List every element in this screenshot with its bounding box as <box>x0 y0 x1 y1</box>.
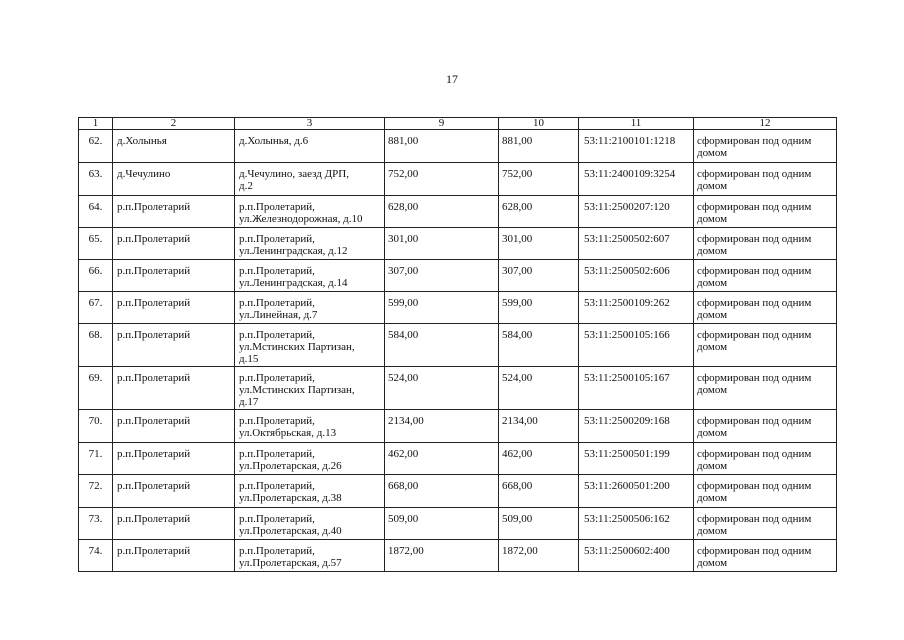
table-row <box>79 367 837 410</box>
cell-line: сформирован под одним <box>697 415 812 427</box>
cadastral-number-cell: 53:11:2500506:162 <box>579 508 694 540</box>
cell-line: домом <box>697 492 728 504</box>
area2-cell: 1872,00 <box>499 540 579 572</box>
row-number-cell: 64. <box>79 196 113 228</box>
address-cell <box>235 475 385 508</box>
cell-line: д.17 <box>239 396 259 408</box>
cell-line: домом <box>697 557 728 569</box>
row-number-cell: 71. <box>79 443 113 475</box>
cadastral-number-cell: 53:11:2500109:262 <box>579 292 694 324</box>
cell-line: д.Чечулино, заезд ДРП, <box>239 168 349 180</box>
area2-cell: 628,00 <box>499 196 579 228</box>
settlement-cell: р.п.Пролетарий <box>113 228 235 260</box>
cell-line: домом <box>697 309 728 321</box>
cell-line: сформирован под одним <box>697 448 812 460</box>
cell-line: р.п.Пролетарий, <box>239 233 315 245</box>
row-number-cell: 68. <box>79 324 113 367</box>
settlement-cell: д.Чечулино <box>113 163 235 196</box>
registry-table <box>78 117 837 572</box>
cell-line: сформирован под одним <box>697 513 812 525</box>
settlement-cell: р.п.Пролетарий <box>113 196 235 228</box>
cell-line: р.п.Пролетарий, <box>239 545 315 557</box>
table-row <box>79 475 837 508</box>
table-row <box>79 260 837 292</box>
table-row <box>79 130 837 163</box>
settlement-cell: р.п.Пролетарий <box>113 324 235 367</box>
row-number-cell: 67. <box>79 292 113 324</box>
header-cell: 11 <box>579 118 694 130</box>
address-cell <box>235 443 385 475</box>
cadastral-number-cell: 53:11:2400109:3254 <box>579 163 694 196</box>
cell-line: сформирован под одним <box>697 135 812 147</box>
area-cell: 524,00 <box>385 367 499 410</box>
area2-cell: 462,00 <box>499 443 579 475</box>
area2-cell: 881,00 <box>499 130 579 163</box>
address-cell <box>235 508 385 540</box>
settlement-cell: д.Холынья <box>113 130 235 163</box>
page-number: 17 <box>446 72 458 86</box>
address-cell <box>235 292 385 324</box>
status-cell <box>694 163 837 196</box>
cell-line: домом <box>697 245 728 257</box>
cell-line: ул.Ленинградская, д.12 <box>239 245 348 257</box>
settlement-cell: р.п.Пролетарий <box>113 260 235 292</box>
table-row <box>79 228 837 260</box>
address-cell <box>235 163 385 196</box>
cell-line: домом <box>697 180 728 192</box>
settlement-cell: р.п.Пролетарий <box>113 443 235 475</box>
table-row <box>79 324 837 367</box>
table-row <box>79 508 837 540</box>
cell-line: сформирован под одним <box>697 329 812 341</box>
cell-line: р.п.Пролетарий, <box>239 415 315 427</box>
table-body <box>79 130 837 572</box>
row-number-cell: 69. <box>79 367 113 410</box>
status-cell <box>694 228 837 260</box>
cell-line: р.п.Пролетарий, <box>239 448 315 460</box>
cell-line: сформирован под одним <box>697 480 812 492</box>
cell-line: домом <box>697 341 728 353</box>
cadastral-number-cell: 53:11:2500207:120 <box>579 196 694 228</box>
cell-line: домом <box>697 384 728 396</box>
row-number-cell: 73. <box>79 508 113 540</box>
cadastral-number-cell: 53:11:2500502:607 <box>579 228 694 260</box>
area-cell: 752,00 <box>385 163 499 196</box>
area2-cell: 752,00 <box>499 163 579 196</box>
area-cell: 307,00 <box>385 260 499 292</box>
cadastral-number-cell: 53:11:2500501:199 <box>579 443 694 475</box>
cell-line: сформирован под одним <box>697 201 812 213</box>
status-cell <box>694 130 837 163</box>
area-cell: 301,00 <box>385 228 499 260</box>
cadastral-number-cell: 53:11:2500105:166 <box>579 324 694 367</box>
area-cell: 462,00 <box>385 443 499 475</box>
row-number-cell: 62. <box>79 130 113 163</box>
status-cell <box>694 260 837 292</box>
settlement-cell: р.п.Пролетарий <box>113 475 235 508</box>
cell-line: сформирован под одним <box>697 545 812 557</box>
cell-line: ул.Мстинских Партизан, <box>239 384 355 396</box>
row-number-cell: 66. <box>79 260 113 292</box>
address-cell <box>235 410 385 443</box>
area2-cell: 307,00 <box>499 260 579 292</box>
cell-line: р.п.Пролетарий, <box>239 480 315 492</box>
area-cell: 2134,00 <box>385 410 499 443</box>
area2-cell: 301,00 <box>499 228 579 260</box>
cell-line: д.2 <box>239 180 253 192</box>
address-cell <box>235 324 385 367</box>
table-row <box>79 196 837 228</box>
settlement-cell: р.п.Пролетарий <box>113 410 235 443</box>
cell-line: сформирован под одним <box>697 265 812 277</box>
cell-line: ул.Пролетарская, д.40 <box>239 525 342 537</box>
table-row <box>79 410 837 443</box>
table-row <box>79 292 837 324</box>
area2-cell: 599,00 <box>499 292 579 324</box>
header-cell: 10 <box>499 118 579 130</box>
header-row <box>79 118 837 130</box>
header-cell: 9 <box>385 118 499 130</box>
row-number-cell: 74. <box>79 540 113 572</box>
cell-line: домом <box>697 525 728 537</box>
status-cell <box>694 443 837 475</box>
settlement-cell: р.п.Пролетарий <box>113 292 235 324</box>
cadastral-number-cell: 53:11:2100101:1218 <box>579 130 694 163</box>
cell-line: д.15 <box>239 353 259 365</box>
area-cell: 584,00 <box>385 324 499 367</box>
address-cell <box>235 228 385 260</box>
cadastral-number-cell: 53:11:2600501:200 <box>579 475 694 508</box>
status-cell <box>694 410 837 443</box>
area2-cell: 584,00 <box>499 324 579 367</box>
area-cell: 1872,00 <box>385 540 499 572</box>
row-number-cell: 72. <box>79 475 113 508</box>
status-cell <box>694 367 837 410</box>
row-number-cell: 65. <box>79 228 113 260</box>
cell-line: р.п.Пролетарий, <box>239 513 315 525</box>
cell-line: р.п.Пролетарий, <box>239 265 315 277</box>
cell-line: домом <box>697 147 728 159</box>
cell-line: домом <box>697 213 728 225</box>
cell-line: домом <box>697 277 728 289</box>
cell-line: сформирован под одним <box>697 233 812 245</box>
status-cell <box>694 475 837 508</box>
address-cell <box>235 367 385 410</box>
area-cell: 881,00 <box>385 130 499 163</box>
area-cell: 628,00 <box>385 196 499 228</box>
header-cell: 2 <box>113 118 235 130</box>
cell-line: сформирован под одним <box>697 297 812 309</box>
status-cell <box>694 540 837 572</box>
cell-line: ул.Октябрьская, д.13 <box>239 427 337 439</box>
cell-line: домом <box>697 427 728 439</box>
table-row <box>79 443 837 475</box>
address-cell <box>235 540 385 572</box>
cell-line: р.п.Пролетарий, <box>239 297 315 309</box>
cadastral-number-cell: 53:11:2500602:400 <box>579 540 694 572</box>
cell-line: д.Холынья, д.6 <box>239 135 309 147</box>
status-cell <box>694 508 837 540</box>
cell-line: ул.Мстинских Партизан, <box>239 341 355 353</box>
address-cell <box>235 130 385 163</box>
cell-line: ул.Пролетарская, д.57 <box>239 557 342 569</box>
cell-line: ул.Пролетарская, д.38 <box>239 492 342 504</box>
status-cell <box>694 292 837 324</box>
area2-cell: 524,00 <box>499 367 579 410</box>
cell-line: р.п.Пролетарий, <box>239 201 315 213</box>
area2-cell: 2134,00 <box>499 410 579 443</box>
settlement-cell: р.п.Пролетарий <box>113 508 235 540</box>
area2-cell: 509,00 <box>499 508 579 540</box>
header-cell: 1 <box>79 118 113 130</box>
header-cell: 12 <box>694 118 837 130</box>
area-cell: 599,00 <box>385 292 499 324</box>
address-cell <box>235 260 385 292</box>
area-cell: 509,00 <box>385 508 499 540</box>
header-cell: 3 <box>235 118 385 130</box>
cell-line: ул.Пролетарская, д.26 <box>239 460 342 472</box>
table-row <box>79 163 837 196</box>
cadastral-number-cell: 53:11:2500502:606 <box>579 260 694 292</box>
status-cell <box>694 324 837 367</box>
cell-line: ул.Ленинградская, д.14 <box>239 277 348 289</box>
row-number-cell: 63. <box>79 163 113 196</box>
cell-line: ул.Железнодорожная, д.10 <box>239 213 363 225</box>
cell-line: ул.Линейная, д.7 <box>239 309 318 321</box>
settlement-cell: р.п.Пролетарий <box>113 367 235 410</box>
table-row <box>79 540 837 572</box>
address-cell <box>235 196 385 228</box>
settlement-cell: р.п.Пролетарий <box>113 540 235 572</box>
area-cell: 668,00 <box>385 475 499 508</box>
area2-cell: 668,00 <box>499 475 579 508</box>
cell-line: р.п.Пролетарий, <box>239 329 315 341</box>
cell-line: сформирован под одним <box>697 168 812 180</box>
status-cell <box>694 196 837 228</box>
cadastral-number-cell: 53:11:2500105:167 <box>579 367 694 410</box>
row-number-cell: 70. <box>79 410 113 443</box>
cell-line: р.п.Пролетарий, <box>239 372 315 384</box>
cell-line: домом <box>697 460 728 472</box>
cadastral-number-cell: 53:11:2500209:168 <box>579 410 694 443</box>
cell-line: сформирован под одним <box>697 372 812 384</box>
